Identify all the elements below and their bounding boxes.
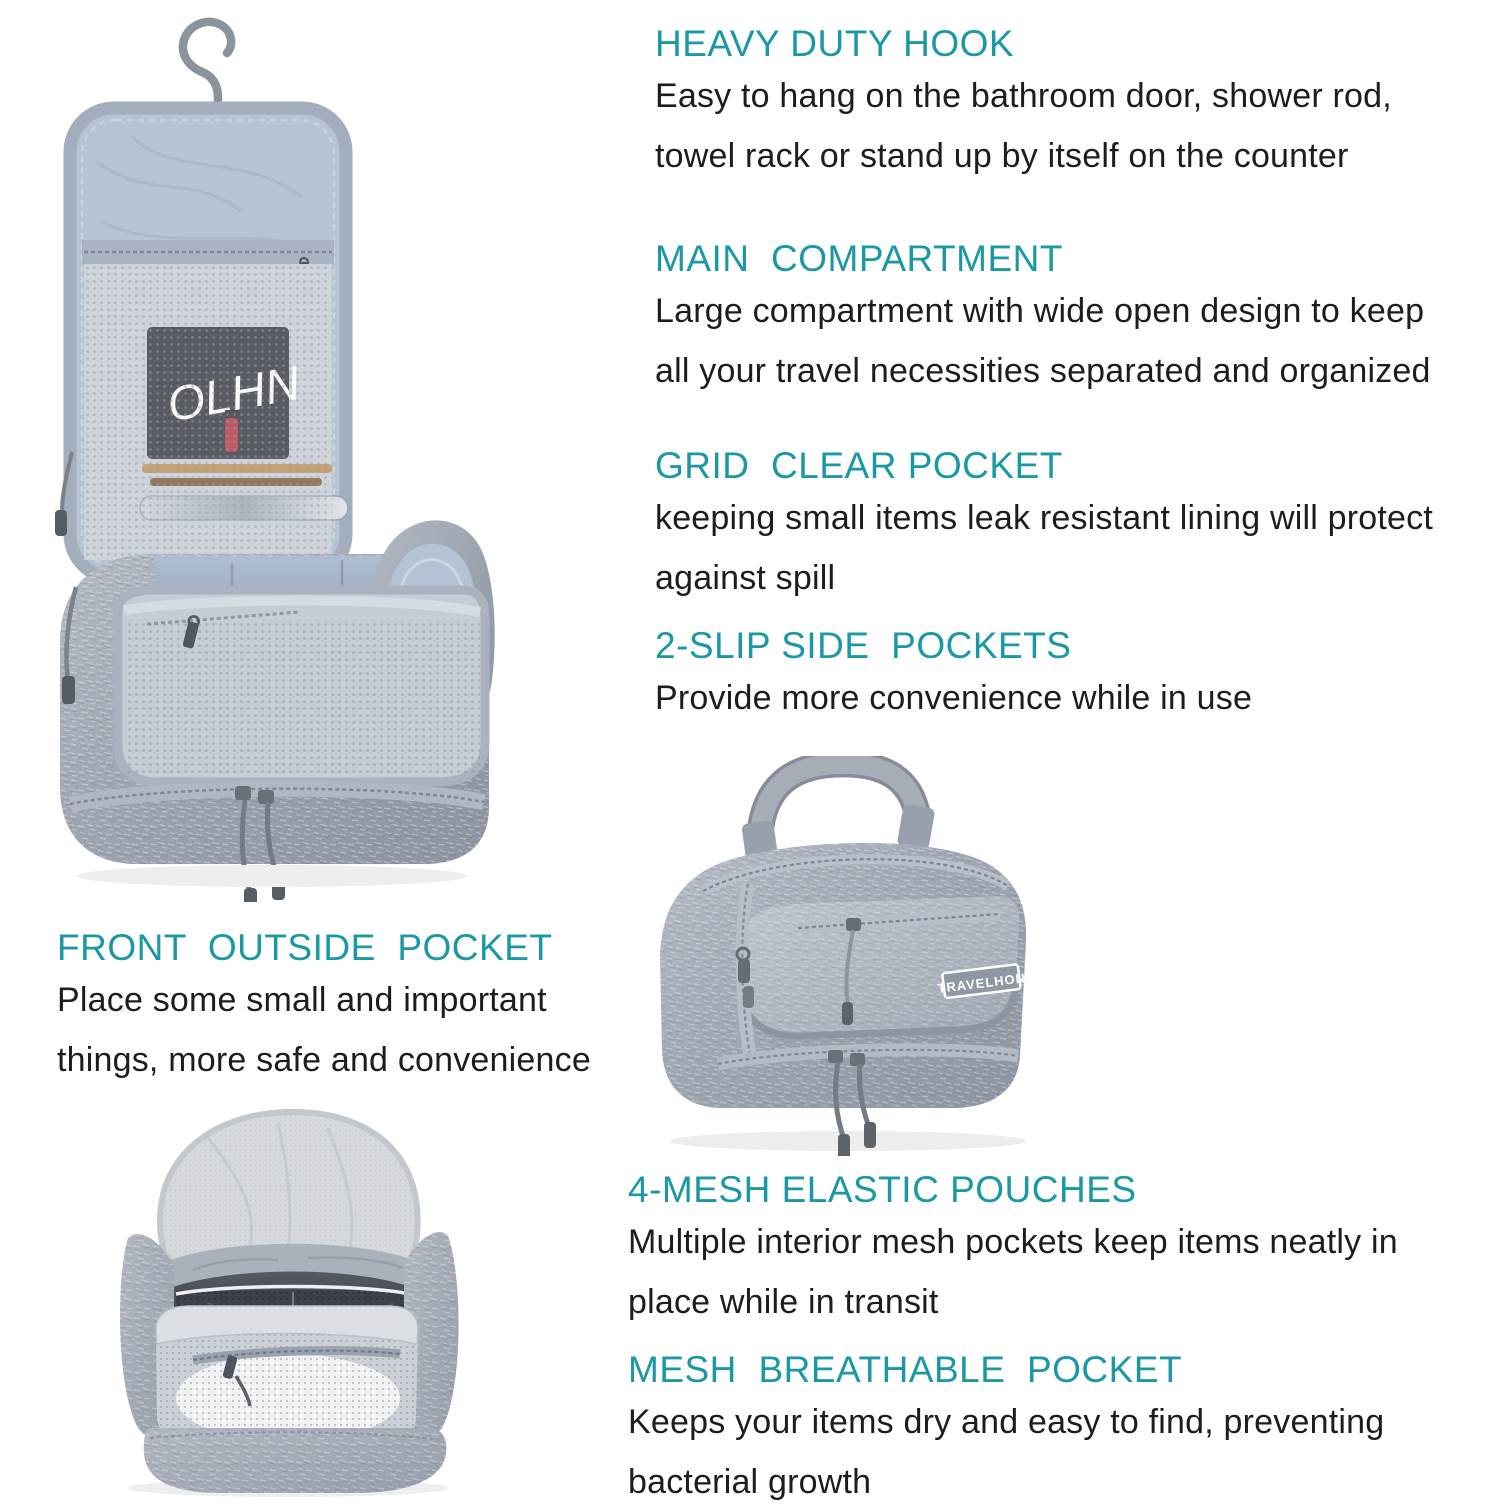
feature-text-line: towel rack or stand up by itself on the counter — [655, 137, 1349, 175]
feature-mesh-elastic-pouches — [628, 1168, 1398, 1332]
feature-title: FRONT OUTSIDE POCKET — [57, 927, 553, 968]
bag-shadow — [77, 865, 467, 887]
feature-main-compartment — [655, 237, 1431, 401]
feature-text-line: Place some small and important — [57, 981, 547, 1019]
front-flap-pocket — [740, 896, 1019, 1036]
feature-text-line: bacterial growth — [628, 1463, 872, 1501]
feature-grid-clear-pocket — [655, 444, 1433, 608]
closed-bag-illustration — [648, 756, 1038, 1156]
feature-title: 4-MESH ELASTIC POUCHES — [628, 1169, 1137, 1210]
feature-title: HEAVY DUTY HOOK — [655, 23, 1015, 64]
feature-front-outside-pocket — [57, 926, 591, 1090]
feature-heavy-duty-hook — [655, 22, 1392, 186]
feature-slip-side-pockets — [655, 624, 1252, 728]
feature-title: MAIN COMPARTMENT — [655, 238, 1063, 279]
feature-mesh-breathable-pocket — [628, 1348, 1384, 1512]
feature-title: MESH BREATHABLE POCKET — [628, 1349, 1183, 1390]
bottom-compartment — [144, 1428, 447, 1493]
feature-title: 2-SLIP SIDE POCKETS — [655, 625, 1072, 666]
panel-mesh-pocket — [84, 264, 348, 560]
product-photo-hanging-open-bag — [42, 12, 502, 902]
feature-text-line: Keeps your items dry and easy to find, preventing — [628, 1403, 1385, 1441]
open-front-bag-illustration — [98, 1098, 478, 1498]
product-photo-open-front-bag — [98, 1098, 478, 1498]
feature-title: GRID CLEAR POCKET — [655, 445, 1063, 486]
feature-text-line: Multiple interior mesh pockets keep items neatly in — [628, 1223, 1398, 1261]
feature-text-line: against spill — [655, 559, 836, 597]
feature-text-line: Provide more convenience while in use — [655, 679, 1253, 717]
product-photo-closed-bag — [648, 756, 1038, 1156]
feature-text-line: things, more safe and convenience — [57, 1041, 591, 1079]
feature-text-line: Easy to hang on the bathroom door, shower rod, — [655, 77, 1392, 115]
feature-text-line: place while in transit — [628, 1283, 939, 1321]
feature-text-line: Large compartment with wide open design to keep — [655, 292, 1425, 330]
feature-text-line: all your travel necessities separated and organized — [655, 352, 1431, 390]
front-mesh-pocket — [118, 590, 485, 782]
hanging-bag-illustration — [42, 12, 502, 902]
brand-logo-text: TRAVELHON — [936, 970, 1027, 996]
open-back-panel — [55, 108, 348, 578]
feature-text-line: keeping small items leak resistant lining will protect — [655, 499, 1434, 537]
